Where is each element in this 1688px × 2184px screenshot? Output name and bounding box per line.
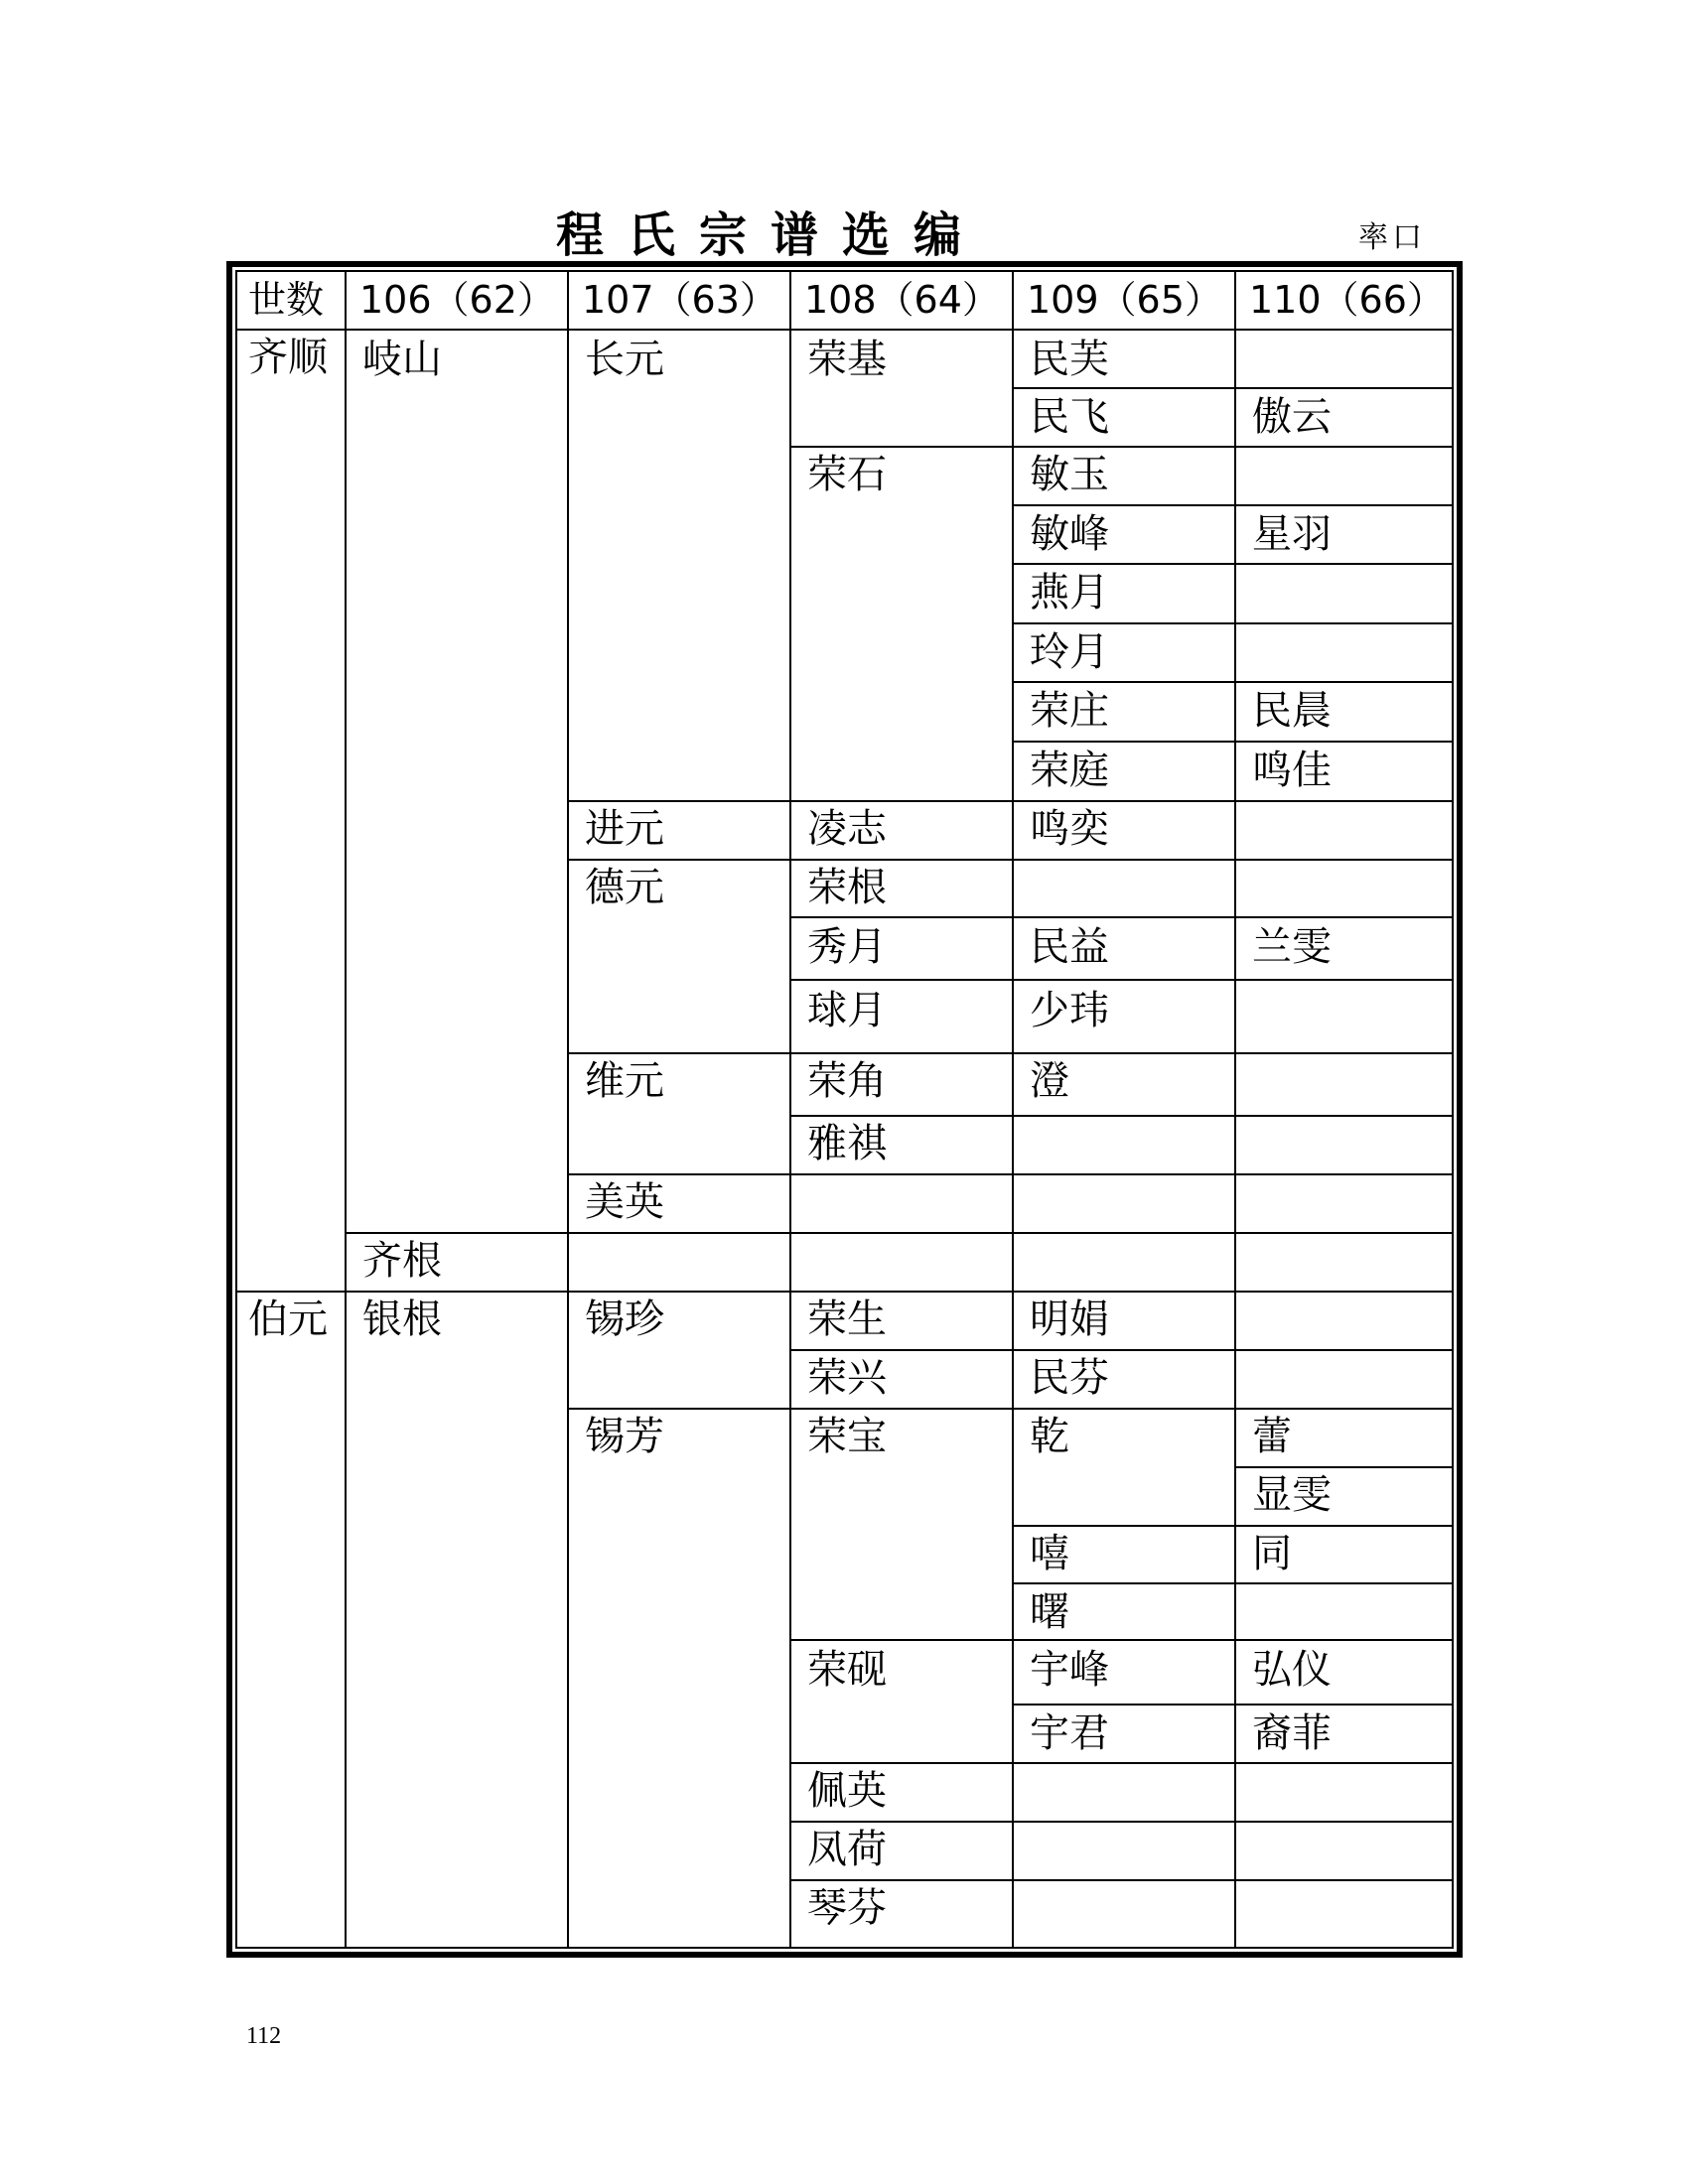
gen110-name: 民晨 xyxy=(1252,688,1332,734)
gen106-name: 齐根 xyxy=(362,1238,442,1284)
gen108-name: 球月 xyxy=(807,988,887,1033)
row-divider xyxy=(789,1821,1454,1823)
gen109-name: 民益 xyxy=(1030,924,1109,970)
gen108-name: 荣砚 xyxy=(807,1647,887,1693)
gen108-name: 琴芬 xyxy=(807,1885,887,1931)
gen107-name: 维元 xyxy=(585,1058,664,1104)
header-generation: 世数 xyxy=(248,278,325,322)
gen108-name: 秀月 xyxy=(807,924,887,970)
row-divider xyxy=(789,1349,1454,1351)
gen109-name: 玲月 xyxy=(1030,629,1109,675)
gen108-name: 荣石 xyxy=(807,452,887,497)
gen108-name: 荣角 xyxy=(807,1058,887,1104)
place-name: 率口 xyxy=(1358,220,1426,255)
column-divider xyxy=(789,271,791,1949)
gen109-name: 少玮 xyxy=(1030,988,1109,1033)
gen109-name: 宇峰 xyxy=(1030,1647,1109,1693)
gen106-name: 银根 xyxy=(362,1297,442,1342)
gen108-name: 荣兴 xyxy=(807,1355,887,1401)
row-divider xyxy=(789,1879,1454,1881)
gen108-name: 荣基 xyxy=(807,337,887,382)
gen109-name: 荣庭 xyxy=(1030,748,1109,793)
column-divider xyxy=(567,271,569,1949)
gen109-name: 宇君 xyxy=(1030,1710,1109,1756)
row-divider xyxy=(1012,1582,1454,1584)
gen109-name: 敏峰 xyxy=(1030,511,1109,557)
gen105-name: 伯元 xyxy=(248,1297,328,1342)
gen109-name: 明娟 xyxy=(1030,1297,1109,1342)
gen110-name: 星羽 xyxy=(1252,511,1332,557)
row-divider xyxy=(1012,741,1454,743)
gen106-name: 岐山 xyxy=(362,337,442,382)
gen108-name: 凌志 xyxy=(807,806,887,852)
gen109-name: 嘻 xyxy=(1030,1531,1069,1576)
gen109-name: 民芬 xyxy=(1030,1355,1109,1401)
row-divider xyxy=(1012,1704,1454,1706)
row-divider xyxy=(789,1639,1454,1641)
row-divider xyxy=(567,1408,1454,1410)
gen105-name: 齐顺 xyxy=(248,335,328,380)
row-divider xyxy=(1012,622,1454,624)
row-divider xyxy=(1012,1525,1454,1527)
gen110-name: 裔菲 xyxy=(1252,1710,1332,1756)
column-divider xyxy=(1234,271,1236,1949)
gen110-name: 显雯 xyxy=(1252,1472,1332,1518)
row-divider xyxy=(235,329,1454,331)
header-gen-109: 109（65） xyxy=(1027,278,1222,322)
row-divider xyxy=(1012,681,1454,683)
row-divider xyxy=(1012,563,1454,565)
row-divider xyxy=(789,1762,1454,1764)
gen107-name: 锡芳 xyxy=(585,1414,664,1459)
gen107-name: 德元 xyxy=(585,865,664,910)
row-divider xyxy=(789,979,1454,981)
gen109-name: 乾 xyxy=(1030,1414,1069,1459)
gen110-name: 弘仪 xyxy=(1252,1647,1332,1693)
gen110-name: 兰雯 xyxy=(1252,924,1332,970)
gen107-name: 长元 xyxy=(585,337,664,382)
header-gen-108: 108（64） xyxy=(804,278,1000,322)
row-divider xyxy=(235,1291,1454,1293)
gen107-name: 锡珍 xyxy=(585,1297,664,1342)
gen108-name: 佩英 xyxy=(807,1768,887,1814)
gen110-name: 鸣佳 xyxy=(1252,748,1332,793)
gen109-name: 民飞 xyxy=(1030,394,1109,440)
gen110-name: 同 xyxy=(1252,1531,1292,1576)
column-divider xyxy=(345,271,347,1949)
header-gen-107: 107（63） xyxy=(582,278,777,322)
row-divider xyxy=(567,1052,1454,1054)
gen108-name: 荣生 xyxy=(807,1297,887,1342)
gen108-name: 荣宝 xyxy=(807,1414,887,1459)
row-divider xyxy=(1234,1466,1454,1468)
gen109-name: 敏玉 xyxy=(1030,452,1109,497)
gen108-name: 雅祺 xyxy=(807,1121,887,1166)
gen109-name: 燕月 xyxy=(1030,570,1109,615)
column-divider xyxy=(1012,271,1014,1949)
gen109-name: 荣庄 xyxy=(1030,688,1109,734)
header-gen-110: 110（66） xyxy=(1249,278,1445,322)
page-title: 程氏宗谱选编 xyxy=(556,207,986,263)
row-divider xyxy=(1012,504,1454,506)
header-gen-106: 106（62） xyxy=(359,278,555,322)
row-divider xyxy=(789,916,1454,918)
row-divider xyxy=(345,1232,1454,1234)
row-divider xyxy=(567,859,1454,861)
row-divider xyxy=(567,800,1454,802)
gen109-name: 鸣奕 xyxy=(1030,806,1109,852)
page-number: 112 xyxy=(246,2023,282,2049)
row-divider xyxy=(789,1115,1454,1117)
row-divider xyxy=(789,446,1454,448)
gen107-name: 进元 xyxy=(585,806,664,852)
gen107-name: 美英 xyxy=(585,1179,664,1225)
row-divider xyxy=(1012,387,1454,389)
row-divider xyxy=(567,1173,1454,1175)
gen108-name: 荣根 xyxy=(807,865,887,910)
gen110-name: 蕾 xyxy=(1252,1414,1292,1459)
gen110-name: 傲云 xyxy=(1252,394,1332,440)
gen108-name: 凤荷 xyxy=(807,1827,887,1872)
gen109-name: 曙 xyxy=(1030,1589,1069,1635)
gen109-name: 澄 xyxy=(1030,1058,1069,1104)
gen109-name: 民芙 xyxy=(1030,337,1109,382)
